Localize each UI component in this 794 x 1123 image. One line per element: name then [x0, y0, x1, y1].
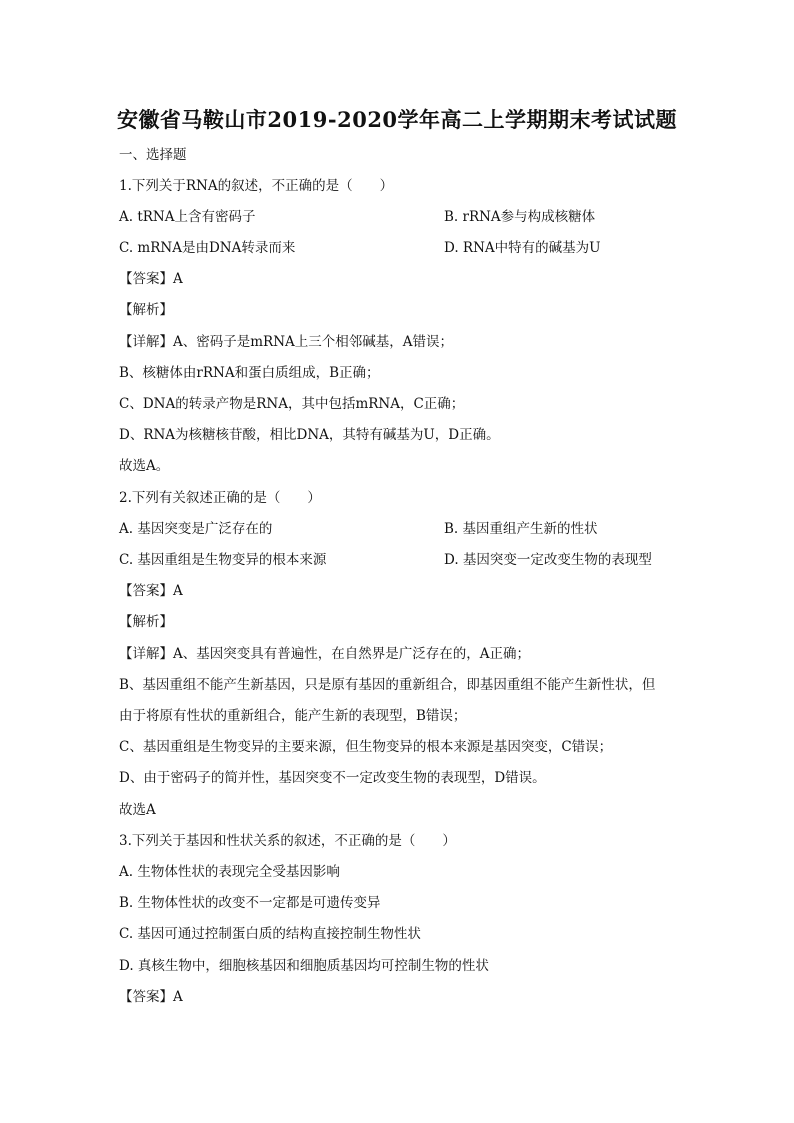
q2-stem: 2.下列有关叙述正确的是（ ）	[119, 490, 321, 506]
q1-answer: 【答案】A	[119, 271, 183, 287]
q3-stem: 3.下列关于基因和性状关系的叙述，不正确的是（ ）	[119, 833, 456, 849]
q1-analysis-label: 【解析】	[119, 302, 173, 318]
q3-option-c: C. 基因可通过控制蛋白质的结构直接控制生物性状	[119, 926, 421, 942]
q1-option-d: D. RNA中特有的碱基为U	[444, 240, 601, 256]
q2-option-c: C. 基因重组是生物变异的根本来源	[119, 552, 327, 568]
q2-detail-4: C、基因重组是生物变异的主要来源，但生物变异的根本来源是基因突变，C错误；	[119, 739, 613, 755]
q1-option-b: B. rRNA参与构成核糖体	[444, 209, 596, 225]
q1-detail-1: 【详解】A、密码子是mRNA上三个相邻碱基，A错误；	[119, 334, 454, 350]
q2-choose: 故选A	[119, 802, 156, 818]
q2-analysis-label: 【解析】	[119, 614, 173, 630]
q2-detail-3: 由于将原有性状的重新组合，能产生新的表现型，B错误；	[119, 708, 467, 724]
q1-detail-2: B、核糖体由rRNA和蛋白质组成，B正确；	[119, 365, 380, 381]
q2-detail-5: D、由于密码子的简并性，基因突变不一定改变生物的表现型，D错误。	[119, 770, 546, 786]
q2-answer: 【答案】A	[119, 583, 183, 599]
q1-option-c: C. mRNA是由DNA转录而来	[119, 240, 296, 256]
q1-stem: 1.下列关于RNA的叙述，不正确的是（ ）	[119, 178, 394, 194]
q2-detail-1: 【详解】A、基因突变具有普遍性，在自然界是广泛存在的，A正确；	[119, 646, 530, 662]
q1-detail-3: C、DNA的转录产物是RNA，其中包括mRNA，C正确；	[119, 396, 465, 412]
q3-option-d: D. 真核生物中，细胞核基因和细胞质基因均可控制生物的性状	[119, 958, 489, 974]
q3-answer: 【答案】A	[119, 989, 183, 1005]
section-heading: 一、选择题	[119, 147, 187, 163]
q1-detail-4: D、RNA为核糖核苷酸，相比DNA，其特有碱基为U，D正确。	[119, 427, 500, 443]
page-title: 安徽省马鞍山市2019-2020学年高二上学期期末考试试题	[116, 107, 678, 132]
q2-detail-2: B、基因重组不能产生新基因，只是原有基因的重新组合，即基因重组不能产生新性状，但	[119, 677, 656, 693]
q2-option-b: B. 基因重组产生新的性状	[444, 521, 598, 537]
q2-option-a: A. 基因突变是广泛存在的	[119, 521, 273, 537]
q1-option-a: A. tRNA上含有密码子	[119, 209, 256, 225]
q2-option-d: D. 基因突变一定改变生物的表现型	[444, 552, 652, 568]
q3-option-b: B. 生物体性状的改变不一定都是可遗传变异	[119, 895, 381, 911]
q3-option-a: A. 生物体性状的表现完全受基因影响	[119, 864, 340, 880]
q1-choose: 故选A。	[119, 458, 170, 474]
